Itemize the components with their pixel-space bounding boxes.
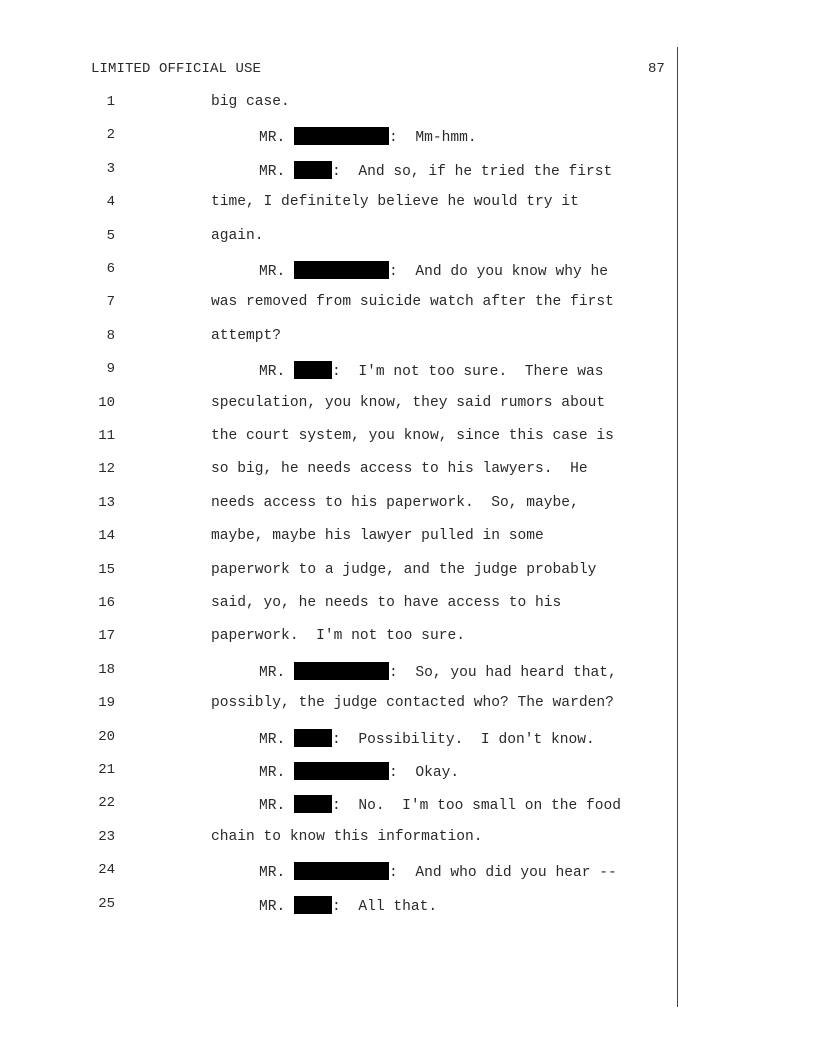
line-text: speculation, you know, they said rumors about: [211, 394, 606, 411]
line-text: so big, he needs access to his lawyers. He: [211, 461, 588, 478]
line-text: paperwork to a judge, and the judge probably: [211, 561, 597, 578]
line-text: [259, 729, 595, 748]
transcript-line: [0, 461, 680, 481]
line-number: 6: [106, 261, 115, 277]
transcript-line: [0, 228, 680, 248]
line-number: 23: [98, 828, 115, 845]
line-text: [259, 896, 437, 915]
redaction-bar: [294, 896, 332, 914]
line-text: was removed from suicide watch after the first: [211, 294, 614, 311]
transcript-line: [0, 161, 680, 181]
line-text: needs access to his paperwork. So, maybe,: [211, 494, 579, 511]
transcript-line: [0, 328, 680, 348]
redaction-bar: [294, 862, 389, 880]
transcript-line: [0, 294, 680, 314]
transcript-line: [0, 662, 680, 682]
line-number: 9: [106, 361, 115, 378]
redaction-bar: [294, 795, 332, 813]
transcript-line: [0, 361, 680, 381]
speech-text: : And who did you hear --: [389, 865, 617, 882]
line-text: [259, 795, 621, 814]
line-number: 17: [98, 628, 115, 645]
transcript-line: [0, 261, 680, 281]
transcript-line: [0, 628, 680, 648]
transcript-line: [0, 795, 680, 815]
transcript-line: [0, 495, 680, 515]
line-number: 12: [98, 461, 115, 478]
speaker-label: MR.: [259, 865, 286, 882]
transcript-line: [0, 428, 680, 448]
line-text: paperwork. I'm not too sure.: [211, 628, 465, 645]
line-number: 16: [98, 595, 115, 611]
line-number: 21: [98, 762, 115, 778]
line-number: 19: [98, 695, 115, 712]
speech-text: : I'm not too sure. There was: [332, 364, 604, 381]
line-text: [259, 161, 612, 180]
speaker-label: MR.: [259, 798, 286, 815]
line-number: 4: [106, 194, 115, 211]
line-number: 15: [98, 561, 115, 578]
line-text: said, yo, he needs to have access to his: [211, 595, 562, 611]
line-text: [259, 361, 604, 380]
page-number: 87: [648, 61, 665, 77]
line-text: possibly, the judge contacted who? The warden?: [211, 695, 614, 712]
line-text: time, I definitely believe he would try it: [211, 194, 579, 211]
line-text: [259, 762, 459, 781]
line-number: 18: [98, 661, 115, 678]
redaction-bar: [294, 261, 389, 279]
redaction-bar: [294, 127, 389, 145]
classification-header: LIMITED OFFICIAL USE: [91, 61, 262, 77]
line-number: 5: [106, 227, 115, 244]
transcript-line: [0, 695, 680, 715]
speaker-label: MR.: [259, 664, 286, 681]
speech-text: : Okay.: [389, 765, 460, 781]
speaker-label: MR.: [259, 731, 286, 748]
transcript-line: [0, 829, 680, 849]
redaction-bar: [294, 762, 389, 780]
line-number: 1: [106, 94, 115, 110]
line-text: [259, 127, 477, 146]
transcript-line: [0, 595, 680, 615]
transcript-line: [0, 127, 680, 147]
line-number: 2: [106, 127, 115, 144]
line-text: big case.: [211, 94, 290, 110]
transcript-line: [0, 194, 680, 214]
line-number: 7: [106, 294, 115, 311]
speaker-label: MR.: [259, 264, 286, 280]
speech-text: : Possibility. I don't know.: [332, 731, 595, 748]
speech-text: : All that.: [332, 898, 438, 915]
line-text: the court system, you know, since this case is: [211, 428, 614, 444]
line-text: [259, 662, 617, 681]
line-text: maybe, maybe his lawyer pulled in some: [211, 528, 544, 545]
speaker-label: MR.: [259, 765, 286, 781]
redaction-bar: [294, 161, 332, 179]
line-number: 24: [98, 862, 115, 879]
speech-text: : And do you know why he: [389, 264, 608, 280]
transcript-line: [0, 762, 680, 782]
transcript-line: [0, 395, 680, 415]
speech-text: : So, you had heard that,: [389, 664, 617, 681]
line-number: 13: [98, 494, 115, 511]
speaker-label: MR.: [259, 898, 286, 915]
transcript-line: [0, 562, 680, 582]
line-text: [259, 261, 608, 280]
transcript-line: [0, 528, 680, 548]
line-number: 22: [98, 795, 115, 812]
line-text: attempt?: [211, 327, 282, 344]
transcript-line: [0, 896, 680, 916]
transcript-line: [0, 94, 680, 114]
transcript-line: [0, 729, 680, 749]
line-number: 8: [106, 327, 115, 344]
line-text: chain to know this information.: [211, 828, 483, 845]
line-number: 10: [98, 394, 115, 411]
speech-text: : Mm-hmm.: [389, 130, 477, 147]
line-text: again.: [211, 227, 264, 244]
speaker-label: MR.: [259, 130, 286, 147]
line-number: 11: [98, 428, 115, 444]
speech-text: : No. I'm too small on the food: [332, 798, 622, 815]
speech-text: : And so, if he tried the first: [332, 163, 613, 180]
transcript-line: [0, 862, 680, 882]
redaction-bar: [294, 729, 332, 747]
line-number: 3: [106, 160, 115, 177]
redaction-bar: [294, 361, 332, 379]
speaker-label: MR.: [259, 163, 286, 180]
redaction-bar: [294, 662, 389, 680]
line-number: 14: [98, 528, 115, 545]
line-number: 25: [98, 895, 115, 912]
line-number: 20: [98, 728, 115, 745]
line-text: [259, 862, 617, 881]
speaker-label: MR.: [259, 364, 286, 381]
